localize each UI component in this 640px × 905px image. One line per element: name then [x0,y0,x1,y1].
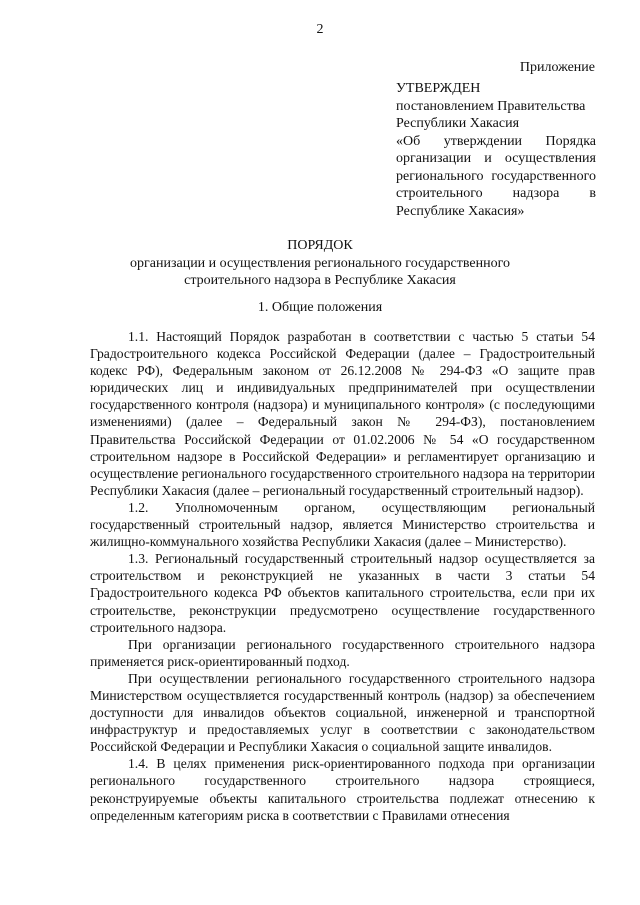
document-subtitle: организации и осуществления регионального государственного строительного надзора в Республике Хакасия [130,256,510,288]
document-title: ПОРЯДОК [287,238,353,253]
paragraph: 1.4. В целях применения риск-ориентированного подхода при организации регионального государственного строительного надзора строящиеся, реконструируемые объекты капитального строительства подлежат отнесению к определенным категориям риска в соответствии с Правилами отнесения [90,756,595,823]
approval-line: Республики Хакасия [396,116,520,131]
paragraph: При организации регионального государственного строительного надзора применяется риск-ориентированный подход. [90,636,595,669]
approval-block [396,80,596,220]
paragraph: При осуществлении регионального государственного строительного надзора Министерством осуществляется государственный контроль (надзор) за обеспечением доступности для инвалидов объектов социальной, инженерной и транспортной инфраструктур и предоставляемых услуг в соответствии с законодательством Российской Федерации и Республики Хакасия о социальной защите инвалидов. [90,670,595,755]
paragraph: 1.3. Региональный государственный строительный надзор осуществляется за строительством и реконструкцией не указанных в части 3 статьи 54 Градостроительного кодекса РФ объектов капитального строительства, если при их строительстве, реконструкции предусмотрено осуществление государственного строительного надзора. [90,551,595,635]
paragraph: 1.2. Уполномоченным органом, осуществляющим региональный государственный строительный надзор, является Министерство строительства и жилищно-коммунального хозяйства Республики Хакасия (далее – Министерство). [90,499,595,550]
page-number: 2 [316,22,324,37]
appendix-label: Приложение [519,60,595,75]
approval-resolution-title: «Об утверждении Порядка организации и осуществления регионального государственного строительного надзора в Республике Хакасия» [396,133,596,219]
section-heading: 1. Общие положения [257,300,383,315]
paragraph: 1.1. Настоящий Порядок разработан в соответствии с частью 5 статьи 54 Градостроительного кодекса Российской Федерации (далее – Градостроительный кодекс РФ), Федеральным законом от 26.12.2008 № 294-ФЗ «О защите прав юридических лиц и индивидуальных предпринимателей при осуществлении государственного контроля (надзора) и муниципального контроля» (с последующими изменениями) (далее – Федеральный закон № 294-ФЗ), постановлением Правительства Российской Федерации от 01.02.2006 № 54 «О государственном строительном надзоре в Российской Федерации» и регламентирует организацию и осуществление регионального государственного строительного надзора на территории Республики Хакасия (далее – региональный государственный строительный надзор). [90,329,595,498]
document-body [90,328,595,824]
approval-line: постановлением Правительства [396,98,586,114]
approval-heading: УТВЕРЖДЕН [396,81,481,96]
